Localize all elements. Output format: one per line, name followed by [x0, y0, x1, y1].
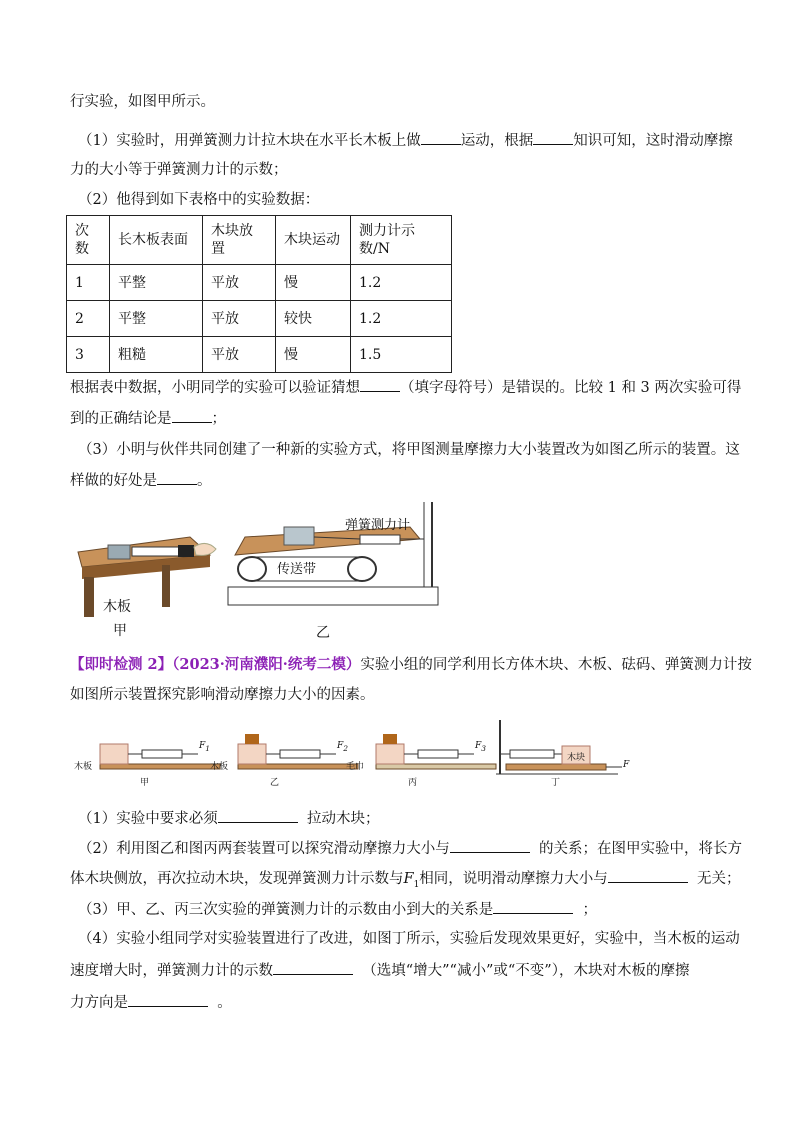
table-cell: 粗糙: [110, 337, 203, 373]
setup-label-yi: 乙: [270, 778, 280, 788]
answer-blank[interactable]: [172, 408, 212, 423]
table-cell: 慢: [276, 337, 351, 373]
table-cell: 较快: [276, 301, 351, 337]
board-label-yi: 木板: [210, 762, 229, 772]
table-cell: 1: [67, 265, 110, 301]
answer-blank[interactable]: [273, 960, 353, 975]
table-illustration: [78, 537, 216, 617]
towel-label: 毛巾: [346, 762, 365, 772]
table-header-row: [67, 216, 452, 265]
answer-blank[interactable]: [421, 130, 461, 145]
table-header: 测力计示数/N: [351, 216, 452, 265]
setup-label-ding: 丁: [551, 778, 561, 788]
table-cell: 平放: [203, 337, 276, 373]
answer-blank[interactable]: [360, 377, 400, 392]
question-1-cont: 力的大小等于弹簧测力计的示数；: [70, 162, 288, 178]
setup-label-bing: 丙: [408, 778, 418, 788]
table-cell: 1.5: [351, 337, 452, 373]
answer-blank[interactable]: [157, 470, 197, 485]
answer-blank[interactable]: [450, 838, 530, 853]
figure-label-jia: 甲: [113, 623, 127, 639]
table-cell: 平放: [203, 301, 276, 337]
analysis-line: 根据表中数据，小明同学的实验可以验证猜想 （填字母符号）是错误的。比较 1 和 3 两次实验可得: [70, 377, 741, 398]
table-row: [67, 265, 452, 301]
table-cell: 平放: [203, 265, 276, 301]
force-f2: $F_2$: [337, 741, 349, 753]
q2-sub-2: （2）利用图乙和图丙两套装置可以探究滑动摩擦力大小与 的关系；在图甲实验中，将长方: [78, 838, 742, 859]
table-cell: 平整: [110, 301, 203, 337]
table-cell: 1.2: [351, 265, 452, 301]
question-2: （2）他得到如下表格中的实验数据：: [78, 192, 320, 208]
q2-sub-1: （1）实验中要求必须 拉动木块；: [78, 808, 379, 829]
belt-label: 传送带: [277, 562, 317, 577]
table-cell: 慢: [276, 265, 351, 301]
question-3: （3）小明与伙伴共同创建了一种新的实验方式，将甲图测量摩擦力大小装置改为如图乙所示的装置。这: [78, 442, 740, 458]
q2-sub-2-cont: 体木块侧放，再次拉动木块，发现弹簧测力计示数与$F_1$相同，说明滑动摩擦力大小与 无关；: [70, 868, 741, 895]
answer-blank[interactable]: [493, 899, 573, 914]
table-cell: 2: [67, 301, 110, 337]
setup-ding: [496, 720, 622, 774]
table-cell: 1.2: [351, 301, 452, 337]
answer-blank[interactable]: [608, 868, 688, 883]
answer-blank[interactable]: [218, 808, 298, 823]
analysis-line-2: 到的正确结论是 ；: [70, 408, 226, 429]
table-header: 长木板表面: [110, 216, 203, 265]
force-f3: $F_3$: [475, 741, 487, 753]
block-label: 木块: [567, 753, 586, 763]
setup-label-jia: 甲: [140, 778, 150, 788]
board-label-jia: 木板: [74, 762, 93, 772]
q2-sub-3: （3）甲、乙、丙三次实验的弹簧测力计的示数由小到大的关系是 ；: [78, 899, 597, 920]
intro-line: 行实验，如图甲所示。: [70, 94, 215, 110]
answer-blank[interactable]: [128, 992, 208, 1007]
table-header: 木块运动: [276, 216, 351, 265]
table-header: 次 数: [67, 216, 110, 265]
table-row: [67, 337, 452, 373]
figure-label-yi: 乙: [316, 625, 330, 641]
answer-blank[interactable]: [533, 130, 573, 145]
force-f1: $F_1$: [199, 741, 211, 753]
table-cell: 3: [67, 337, 110, 373]
data-table: [66, 215, 452, 373]
q2-heading-cont: 如图所示装置探究影响滑动摩擦力大小的因素。: [70, 687, 375, 703]
q2-sub-4: （4）实验小组同学对实验装置进行了改进，如图丁所示，实验后发现效果更好，实验中，当木板的运动: [78, 931, 740, 947]
table-row: [67, 301, 452, 337]
q2-sub-4-cont: 速度增大时，弹簧测力计的示数 （选填“增大”“减小”或“不变”），木块对木板的摩擦: [70, 960, 689, 981]
q2-sub-4-cont2: 力方向是 。: [70, 992, 232, 1013]
table-cell: 平整: [110, 265, 203, 301]
spring-scale-label: 弹簧测力计: [345, 518, 411, 533]
force-f: F: [623, 760, 630, 770]
board-label: 木板: [103, 599, 131, 615]
table-header: 木块放 置: [203, 216, 276, 265]
question-3-cont: 样做的好处是 。: [70, 470, 212, 491]
question-1: （1）实验时，用弹簧测力计拉木块在水平长木板上做 运动，根据 知识可知，这时滑动摩擦: [78, 130, 733, 151]
q2-heading: 【即时检测 2】（2023·河南濮阳·统考二模）实验小组的同学利用长方体木块、木板、砝码、弹簧测力计按: [70, 656, 752, 673]
